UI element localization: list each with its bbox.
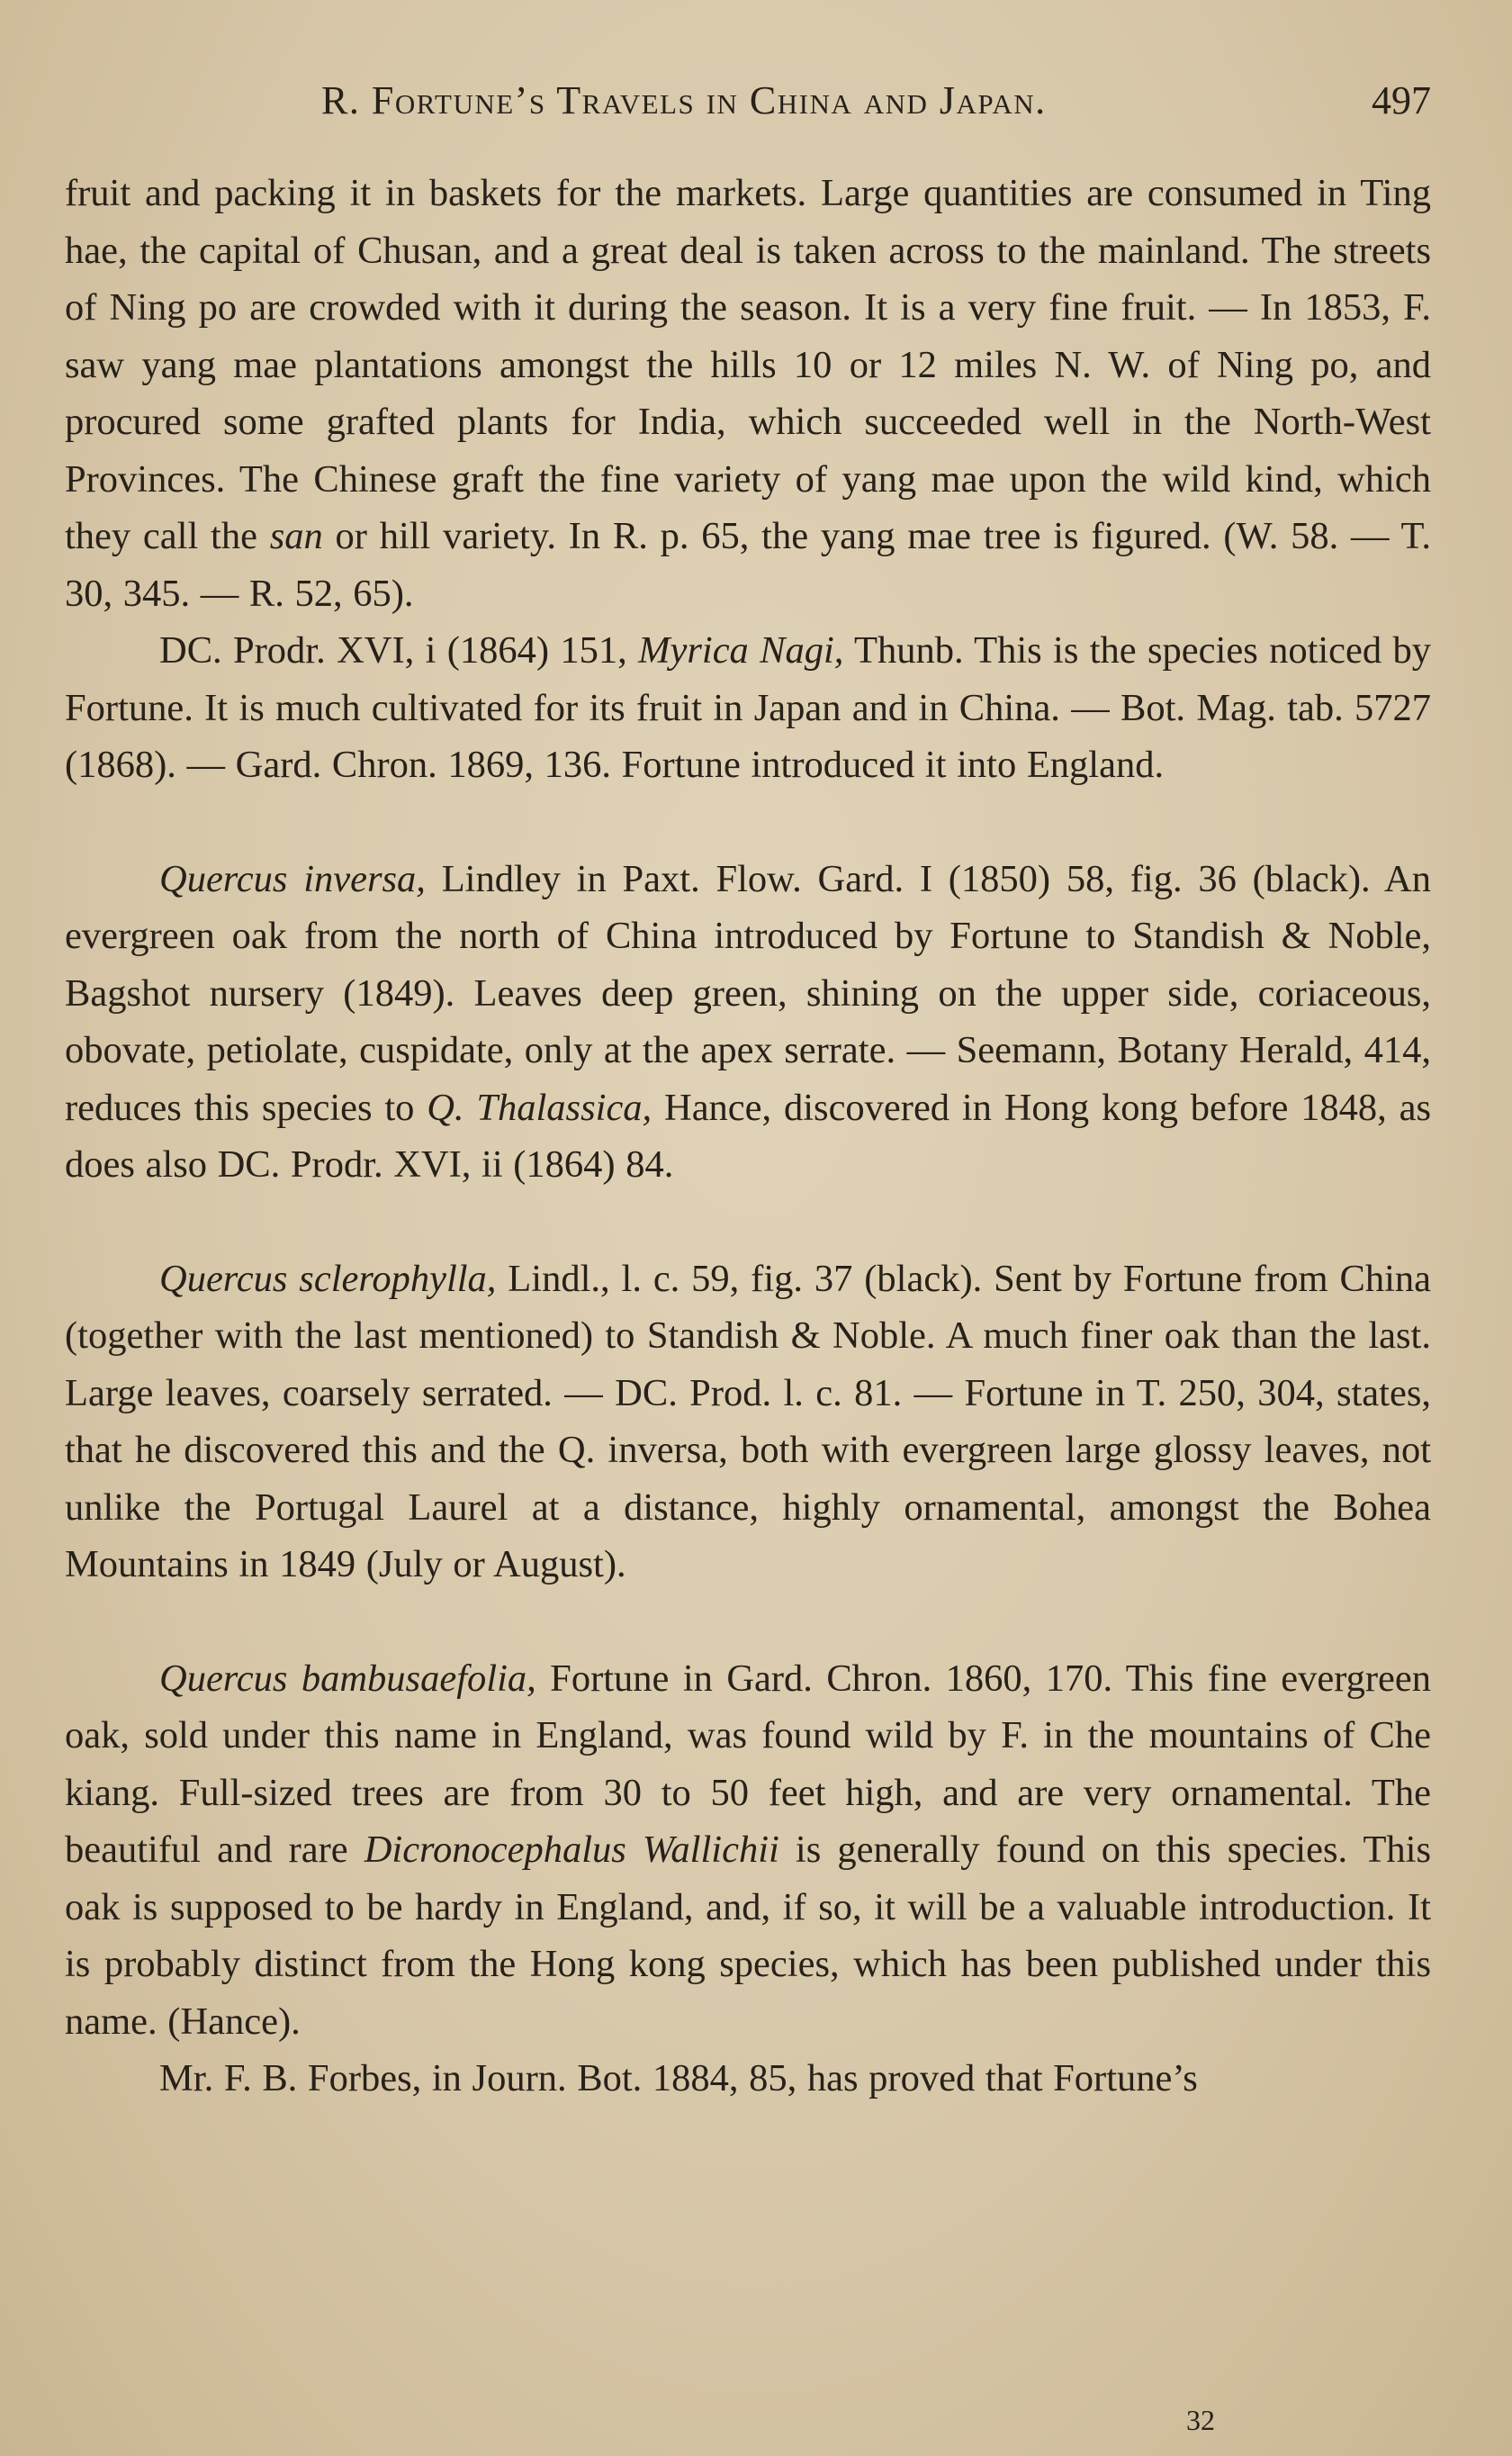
italic-text: Dicronocephalus Wallichii [364, 1828, 779, 1871]
body-text [65, 165, 1431, 2108]
italic-text: Quercus sclerophylla, [159, 1257, 497, 1300]
italic-text: Q. Thalassica, [427, 1086, 652, 1129]
text-run: Fortune in Gard. Chron. 1860, 170. This fine evergreen oak, sold under this name in England, was found wild by F. in the mountains of Che kiang. Full-sized trees are from 30 to 50 feet high, and are very ornamental. The beautiful and rare [65, 1657, 1431, 1871]
text-run: Lindley in Paxt. Flow. Gard. I (1850) 58, fig. 36 (black). An evergreen oak from the north of China introduced by Fortune to Standish & Noble, Bagshot nursery (1849). Leaves deep green, shining on the upper side, coriaceous, obovate, petiolate, cuspidate, only at the apex serrate. — Seemann, Botany Herald, 414, reduces this species to [65, 857, 1431, 1129]
italic-text: Quercus bambusaefolia, [159, 1657, 536, 1700]
paragraph [65, 165, 1431, 622]
text-run: is generally found on this species. This oak is supposed to be hardy in England, and, if so, it will be a valuable introduction. It is probably distinct from the Hong kong species, which has been published under this name. (Hance). [65, 1828, 1432, 2043]
text-run: DC. Prodr. XVI, i (1864) 151, [159, 629, 639, 672]
text-run: Lindl., l. c. 59, fig. 37 (black). Sent by Fortune from China (together with the last mentioned) to Standish & Noble. A much finer oak than the last. Large leaves, coarsely serrated. — DC. Prod. l. c. 81. — Fortune in T. 250, 304, states, that he discovered this and the Q. inversa, both with evergreen large glossy leaves, not unlike the Portugal Laurel at a distance, highly ornamental, amongst the Bohea Mountains in 1849 (July or August). [65, 1257, 1431, 1585]
text-run: Mr. F. B. Forbes, in Journ. Bot. 1884, 85, has proved that Fortune’s [159, 2057, 1198, 2099]
paragraph [65, 1650, 1431, 2051]
italic-text: Myrica Nagi, [638, 629, 844, 672]
paragraph [65, 2050, 1431, 2108]
running-title: R. Fortune’s Travels in China and Japan. [321, 78, 1047, 122]
paragraph [65, 851, 1431, 1194]
running-head [65, 74, 1431, 128]
text-run: fruit and packing it in baskets for the markets. Large quantities are consumed in Ting hae, the capital of Chusan, and a great deal is taken across to the mainland. The streets of Ning po are crowded with it during the season. It is a very fine fruit. — In 1853, F. saw yang mae plantations amongst the hills 10 or 12 miles N. W. of Ning po, and procured some grafted plants for India, which succeeded well in the North-West Provinces. The Chinese graft the fine variety of yang mae upon the wild kind, which they call the [65, 172, 1431, 557]
page-number: 497 [1372, 78, 1431, 122]
text-run: Hance, discovered in Hong kong before 1848, as does also DC. Prodr. XVI, ii (1864) 84. [65, 1086, 1431, 1186]
signature-mark: 32 [1186, 2404, 1215, 2436]
paragraph [65, 622, 1431, 794]
italic-text: san [269, 515, 323, 557]
italic-text: Quercus inversa, [159, 857, 426, 900]
text-run: Thunb. This is the species noticed by Fortune. It is much cultivated for its fruit in Japan and in China. — Bot. Mag. tab. 5727 (1868). — Gard. Chron. 1869, 136. Fortune introduced it into England. [65, 629, 1432, 786]
text-run: or hill variety. In R. p. 65, the yang mae tree is figured. (W. 58. — T. 30, 345. — R. 52, 65). [65, 515, 1431, 615]
paragraph [65, 1251, 1431, 1594]
